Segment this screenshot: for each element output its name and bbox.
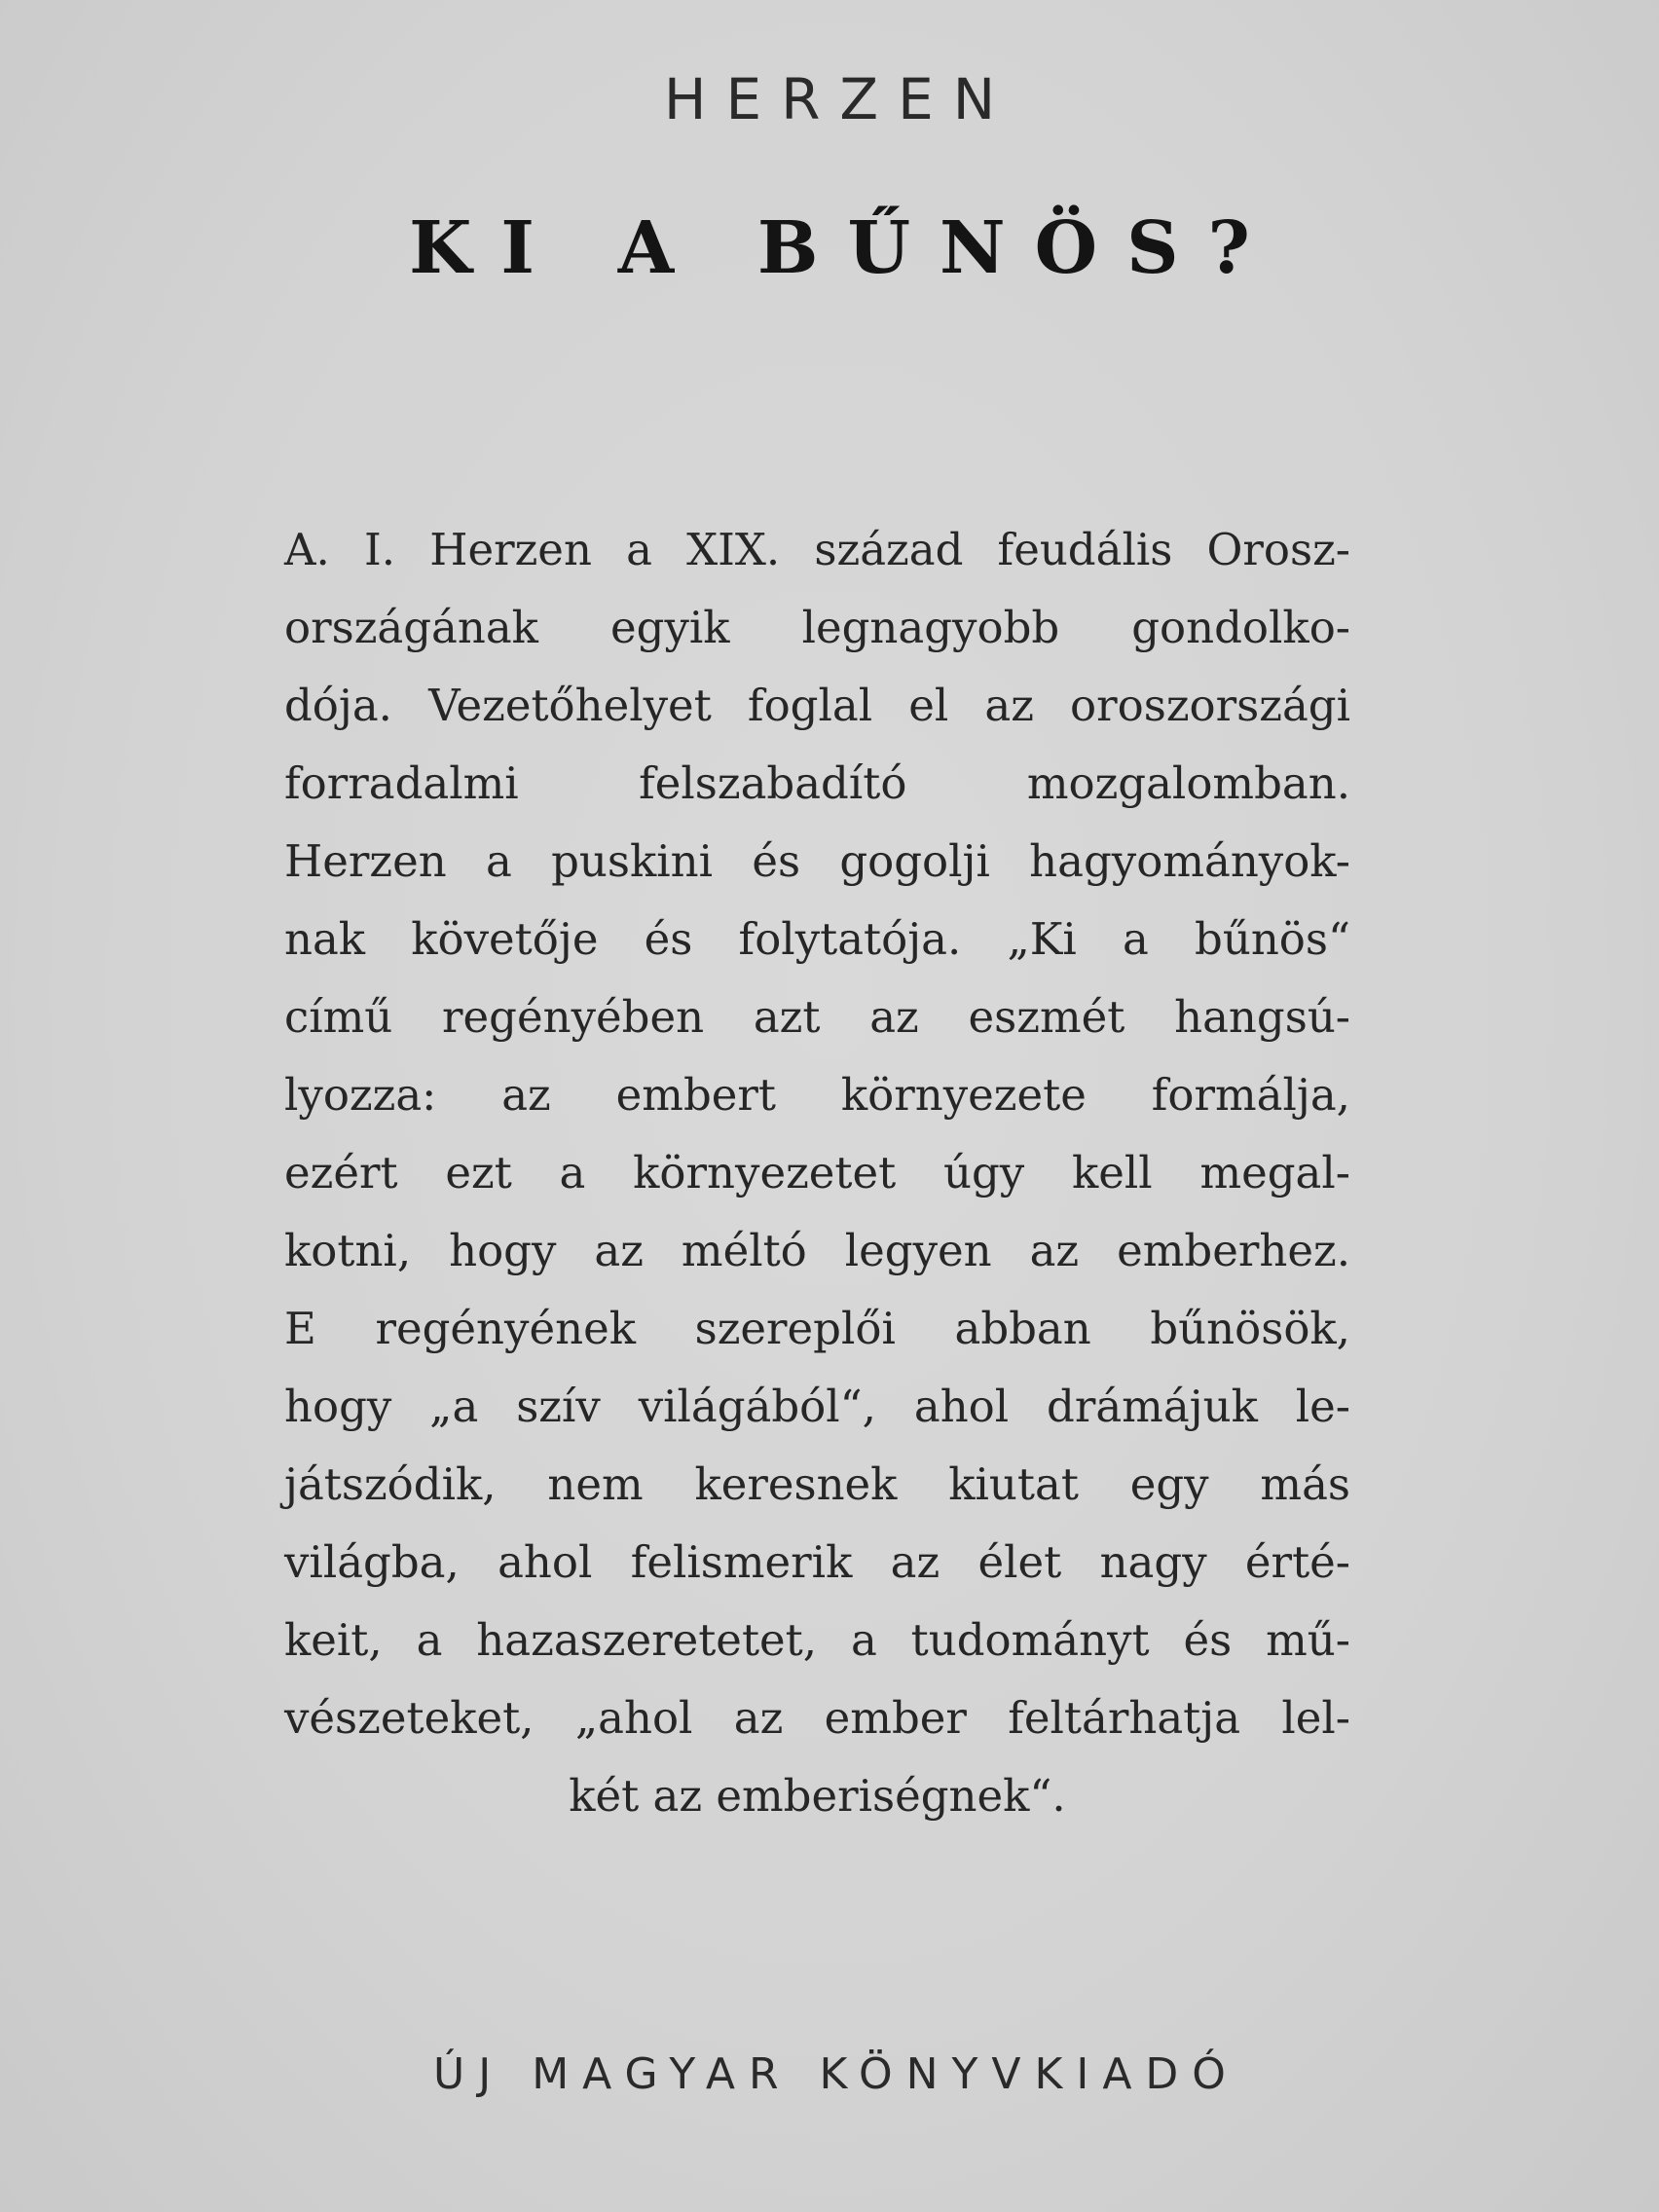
blurb-line: A. I. Herzen a XIX. század feudális Orosz- bbox=[284, 524, 1350, 575]
blurb-line: kotni, hogy az méltó legyen az emberhez. bbox=[284, 1225, 1350, 1276]
blurb-line: E regényének szereplői abban bűnösök, bbox=[284, 1303, 1350, 1354]
publisher-name: ÚJ MAGYAR KÖNYVKIADÓ bbox=[433, 2049, 1239, 2099]
blurb-line: Herzen a puskini és gogolji hagyományok- bbox=[284, 835, 1350, 887]
blurb-line: országának egyik legnagyobb gondolko- bbox=[284, 602, 1350, 653]
blurb-line: lyozza: az embert környezete formálja, bbox=[284, 1069, 1350, 1121]
author-name: HERZEN bbox=[663, 66, 1015, 132]
blurb-line: nak követője és folytatója. „Ki a bűnös“ bbox=[284, 913, 1350, 965]
blurb-line: forradalmi felszabadító mozgalomban. bbox=[284, 757, 1350, 809]
blurb-line: dója. Vezetőhelyet foglal el az oroszországi bbox=[284, 680, 1350, 731]
blurb-line: hogy „a szív világából“, ahol drámájuk le- bbox=[284, 1381, 1350, 1432]
blurb-line: világba, ahol felismerik az élet nagy érté- bbox=[284, 1536, 1350, 1588]
blurb-line: című regényében azt az eszmét hangsú- bbox=[284, 991, 1350, 1043]
blurb-line: keit, a hazaszeretetet, a tudományt és mű- bbox=[284, 1614, 1350, 1666]
book-title: KI A BŰNÖS? bbox=[409, 206, 1279, 290]
blurb-line: játszódik, nem keresnek kiutat egy más bbox=[284, 1458, 1350, 1510]
blurb-line-last: két az emberiségnek“. bbox=[569, 1770, 1066, 1822]
blurb-line: ezért ezt a környezetet úgy kell megal- bbox=[284, 1147, 1350, 1198]
blurb-paragraph bbox=[284, 511, 1350, 1835]
blurb-line: vészeteket, „ahol az ember feltárhatja lel- bbox=[284, 1692, 1350, 1744]
